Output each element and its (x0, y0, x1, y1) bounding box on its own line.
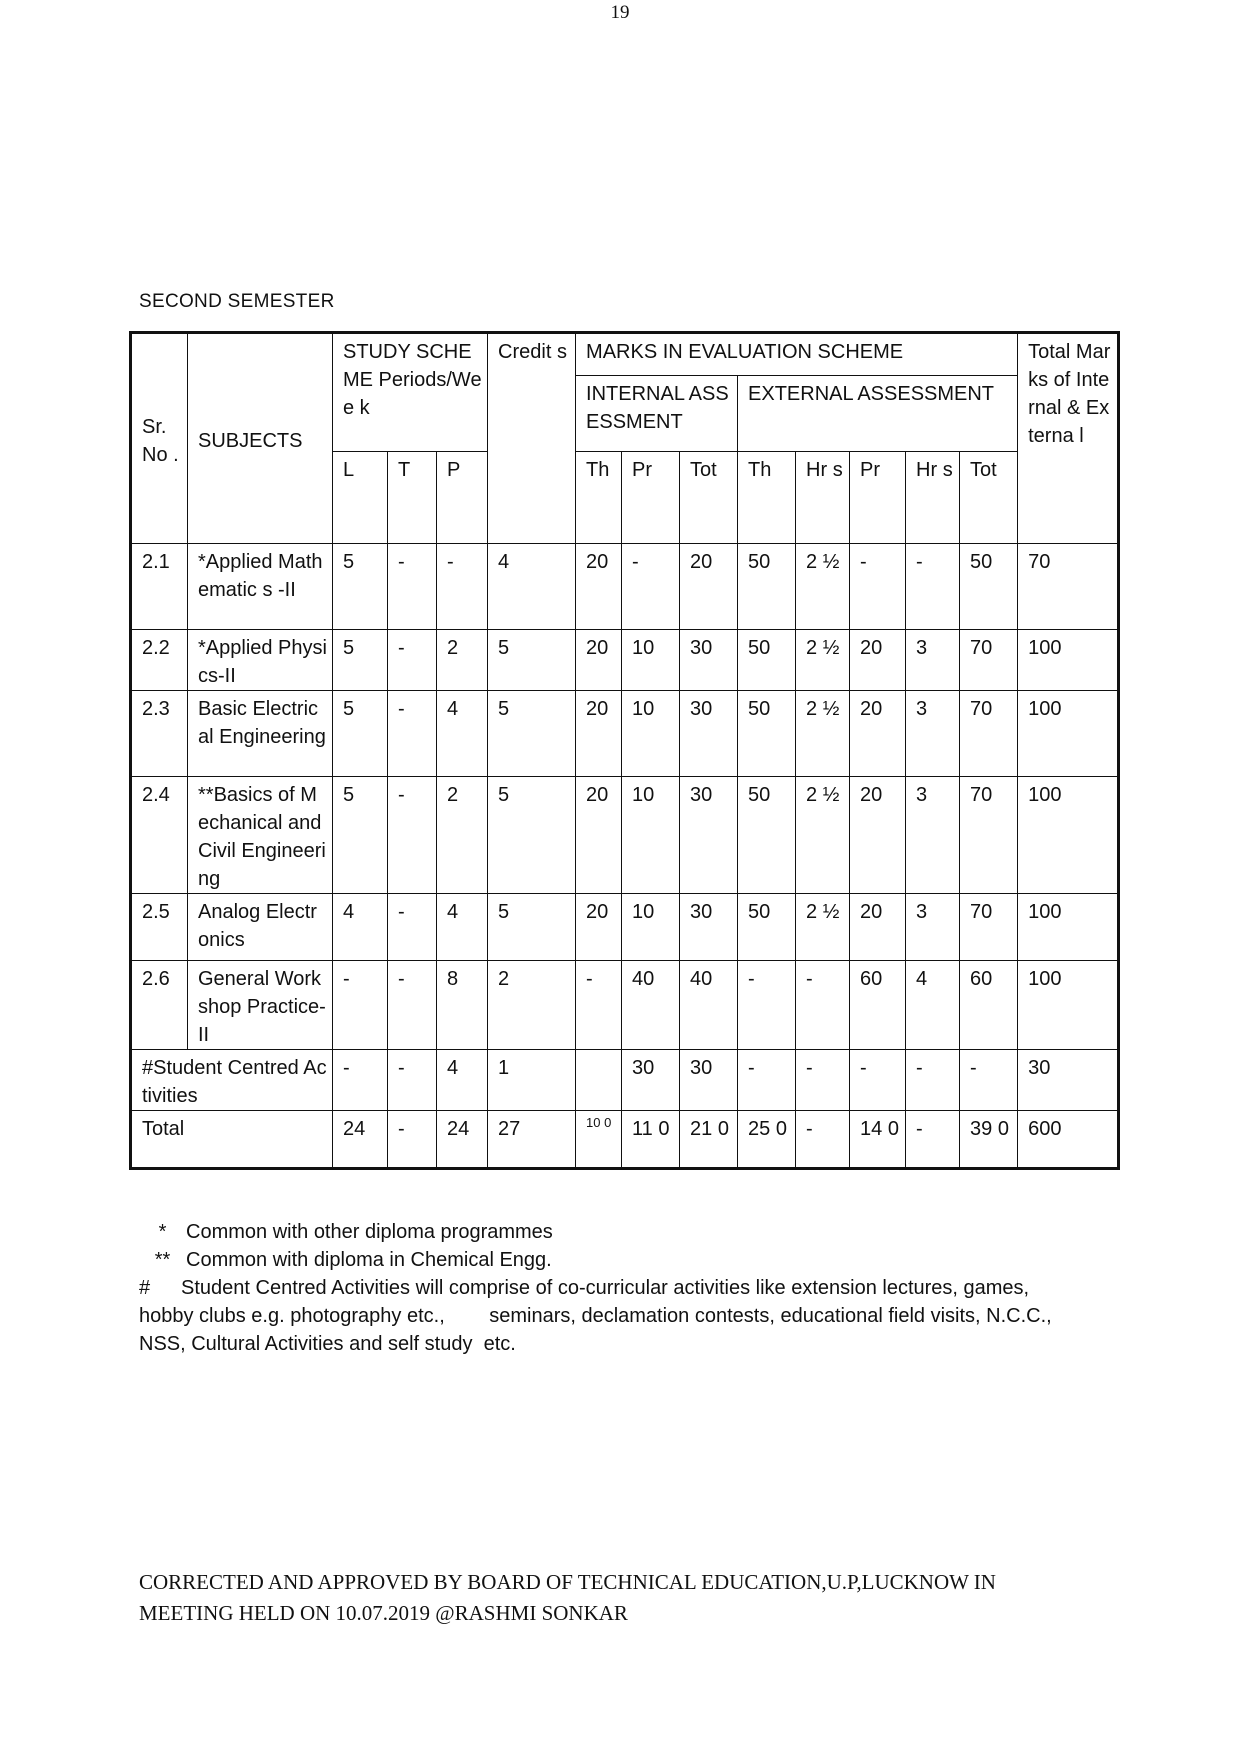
header-ext-hrs: Hr s (796, 452, 850, 544)
cell-sr-no: 2.2 (132, 630, 188, 691)
cell-total-label: Total (132, 1111, 333, 1168)
cell-value: - (576, 961, 622, 1050)
cell-value: 20 (680, 544, 738, 630)
evaluation-scheme-table (131, 333, 1118, 1168)
cell-value: 30 (680, 894, 738, 961)
table-row (132, 777, 1118, 894)
cell-value: 20 (850, 691, 906, 777)
cell-subject: *Applied Physics-II (188, 630, 333, 691)
cell-value: 24 (437, 1111, 488, 1168)
cell-value: 30 (680, 630, 738, 691)
cell-value: 21 0 (680, 1111, 738, 1168)
cell-total: 70 (1018, 544, 1118, 630)
cell-value: 5 (333, 630, 388, 691)
cell-value: 5 (488, 691, 576, 777)
cell-value: 4 (906, 961, 960, 1050)
cell-value: 30 (680, 777, 738, 894)
cell-value: 2 (437, 630, 488, 691)
cell-value: - (906, 544, 960, 630)
cell-value: - (850, 544, 906, 630)
cell-value: 4 (437, 894, 488, 961)
table-row (132, 544, 1118, 630)
cell-value: 25 0 (738, 1111, 796, 1168)
cell-value: 10 (622, 894, 680, 961)
cell-value: 5 (488, 630, 576, 691)
cell-value: 60 (850, 961, 906, 1050)
cell-total: 100 (1018, 630, 1118, 691)
cell-value: 5 (333, 544, 388, 630)
cell-subject: **Basics of Mechanical and Civil Engineering (188, 777, 333, 894)
cell-value: 5 (488, 777, 576, 894)
cell-value: - (388, 630, 437, 691)
cell-value: 50 (960, 544, 1018, 630)
cell-value: - (388, 777, 437, 894)
cell-value: 20 (576, 894, 622, 961)
cell-sr-no: 2.6 (132, 961, 188, 1050)
cell-total: 100 (1018, 894, 1118, 961)
cell-value: 60 (960, 961, 1018, 1050)
cell-value (576, 1050, 622, 1111)
cell-value: 24 (333, 1111, 388, 1168)
footnote-star-symbol: * (158, 1221, 167, 1243)
footnote-hash-text-1: Student Centred Activities will comprise of co-curricular activities like extension lectures, games, (181, 1277, 1030, 1299)
cell-value: 50 (738, 894, 796, 961)
cell-value: 40 (622, 961, 680, 1050)
footnote-double-star-text: Common with diploma in Chemical Engg. (186, 1249, 552, 1271)
cell-value: 4 (437, 1050, 488, 1111)
cell-value: 50 (738, 777, 796, 894)
activities-row (132, 1050, 1118, 1111)
cell-sr-no: 2.3 (132, 691, 188, 777)
header-p: P (437, 452, 488, 544)
cell-value: - (333, 1050, 388, 1111)
cell-value: 70 (960, 777, 1018, 894)
table-row (132, 961, 1118, 1050)
cell-value: 3 (906, 691, 960, 777)
header-t: T (388, 452, 437, 544)
cell-value: 14 0 (850, 1111, 906, 1168)
header-subjects: SUBJECTS (188, 334, 333, 544)
cell-value: 3 (906, 630, 960, 691)
header-sr-no: Sr. No . (132, 334, 188, 544)
cell-value: 20 (576, 544, 622, 630)
cell-value: 50 (738, 691, 796, 777)
cell-value: 70 (960, 691, 1018, 777)
cell-value: 8 (437, 961, 488, 1050)
cell-value: 2 (437, 777, 488, 894)
footnote-star (139, 1218, 1099, 1246)
cell-value: 2 ½ (796, 894, 850, 961)
cell-value: 2 ½ (796, 630, 850, 691)
cell-total: 600 (1018, 1111, 1118, 1168)
cell-value: 50 (738, 630, 796, 691)
cell-total: 30 (1018, 1050, 1118, 1111)
footnote-hash-text-2: hobby clubs e.g. photography etc., seminars, declamation contests, educational field visits, N.C.C., (139, 1305, 1052, 1327)
cell-value: 39 0 (960, 1111, 1018, 1168)
cell-subject: Basic Electrical Engineering (188, 691, 333, 777)
table-row (132, 691, 1118, 777)
cell-value: 2 ½ (796, 544, 850, 630)
cell-total: 100 (1018, 691, 1118, 777)
cell-value: - (796, 1111, 850, 1168)
cell-value: 20 (850, 777, 906, 894)
cell-value: 2 (488, 961, 576, 1050)
cell-sr-no: 2.1 (132, 544, 188, 630)
cell-total: 100 (1018, 961, 1118, 1050)
approval-note (139, 1567, 1099, 1629)
cell-value: - (796, 1050, 850, 1111)
table-row (132, 894, 1118, 961)
cell-value: 70 (960, 630, 1018, 691)
footnote-double-star (139, 1246, 1099, 1274)
cell-value: - (622, 544, 680, 630)
cell-value: - (437, 544, 488, 630)
cell-value: 20 (576, 777, 622, 894)
footnote-hash-text-3: NSS, Cultural Activities and self study etc. (139, 1333, 516, 1355)
cell-value: 1 (488, 1050, 576, 1111)
header-ext-tot: Tot (960, 452, 1018, 544)
cell-value: - (388, 961, 437, 1050)
header-external-assessment: EXTERNAL ASSESSMENT (738, 376, 1018, 452)
cell-sr-no: 2.4 (132, 777, 188, 894)
cell-subject: General Workshop Practice-II (188, 961, 333, 1050)
cell-value: 5 (488, 894, 576, 961)
header-int-pr: Pr (622, 452, 680, 544)
cell-value: 40 (680, 961, 738, 1050)
cell-value: 5 (333, 777, 388, 894)
cell-subject: Analog Electronics (188, 894, 333, 961)
semester-title: SECOND SEMESTER (139, 291, 335, 312)
header-row-1 (132, 334, 1118, 376)
cell-value: - (388, 544, 437, 630)
header-total-marks: Total Marks of Internal & Externa l (1018, 334, 1118, 544)
cell-activities-label: #Student Centred Activities (132, 1050, 333, 1111)
cell-value: 50 (738, 544, 796, 630)
cell-value: 27 (488, 1111, 576, 1168)
footnote-hash (139, 1274, 1099, 1302)
cell-value: 20 (850, 630, 906, 691)
cell-value: - (388, 1050, 437, 1111)
cell-value: 30 (622, 1050, 680, 1111)
cell-value: 10 (622, 691, 680, 777)
cell-value: 30 (680, 691, 738, 777)
cell-value: 3 (906, 777, 960, 894)
cell-value: 20 (850, 894, 906, 961)
footnote-double-star-symbol: ** (154, 1249, 171, 1271)
cell-subject: *Applied Mathematic s -II (188, 544, 333, 630)
cell-value: 2 ½ (796, 777, 850, 894)
header-ext-th: Th (738, 452, 796, 544)
cell-value: 10 (622, 777, 680, 894)
cell-value: - (388, 894, 437, 961)
cell-value: 70 (960, 894, 1018, 961)
header-internal-assessment: INTERNAL ASSESSMENT (576, 376, 738, 452)
total-row (132, 1111, 1118, 1168)
cell-value: 4 (488, 544, 576, 630)
cell-value: 3 (906, 894, 960, 961)
cell-value: - (738, 961, 796, 1050)
cell-value: 4 (437, 691, 488, 777)
cell-value: - (960, 1050, 1018, 1111)
cell-value: - (388, 1111, 437, 1168)
approval-line-2: MEETING HELD ON 10.07.2019 @RASHMI SONKAR (139, 1601, 628, 1625)
page-number: 19 (610, 2, 630, 23)
cell-value: - (333, 961, 388, 1050)
approval-line-1: CORRECTED AND APPROVED BY BOARD OF TECHNICAL EDUCATION,U.P,LUCKNOW IN (139, 1570, 996, 1594)
cell-value: 11 0 (622, 1111, 680, 1168)
cell-value: - (906, 1111, 960, 1168)
footnote-hash-symbol: # (139, 1277, 151, 1299)
header-marks-scheme: MARKS IN EVALUATION SCHEME (576, 334, 1018, 376)
header-ext-hrs: Hr s (906, 452, 960, 544)
cell-value: 2 ½ (796, 691, 850, 777)
cell-value: 20 (576, 630, 622, 691)
header-credits: Credit s (488, 334, 576, 544)
cell-value: 10 0 (576, 1111, 622, 1168)
cell-value: - (906, 1050, 960, 1111)
cell-value: - (796, 961, 850, 1050)
footnotes (139, 1218, 1099, 1358)
footnote-star-text: Common with other diploma programmes (186, 1221, 553, 1243)
cell-value: - (850, 1050, 906, 1111)
header-int-th: Th (576, 452, 622, 544)
cell-sr-no: 2.5 (132, 894, 188, 961)
cell-total: 100 (1018, 777, 1118, 894)
table-row (132, 630, 1118, 691)
header-study-scheme: STUDY SCHEME Periods/Wee k (333, 334, 488, 452)
cell-value: 5 (333, 691, 388, 777)
header-int-tot: Tot (680, 452, 738, 544)
cell-value: 30 (680, 1050, 738, 1111)
cell-value: - (738, 1050, 796, 1111)
header-ext-pr: Pr (850, 452, 906, 544)
cell-value: 10 (622, 630, 680, 691)
cell-value: 20 (576, 691, 622, 777)
cell-value: 4 (333, 894, 388, 961)
cell-value: - (388, 691, 437, 777)
header-l: L (333, 452, 388, 544)
